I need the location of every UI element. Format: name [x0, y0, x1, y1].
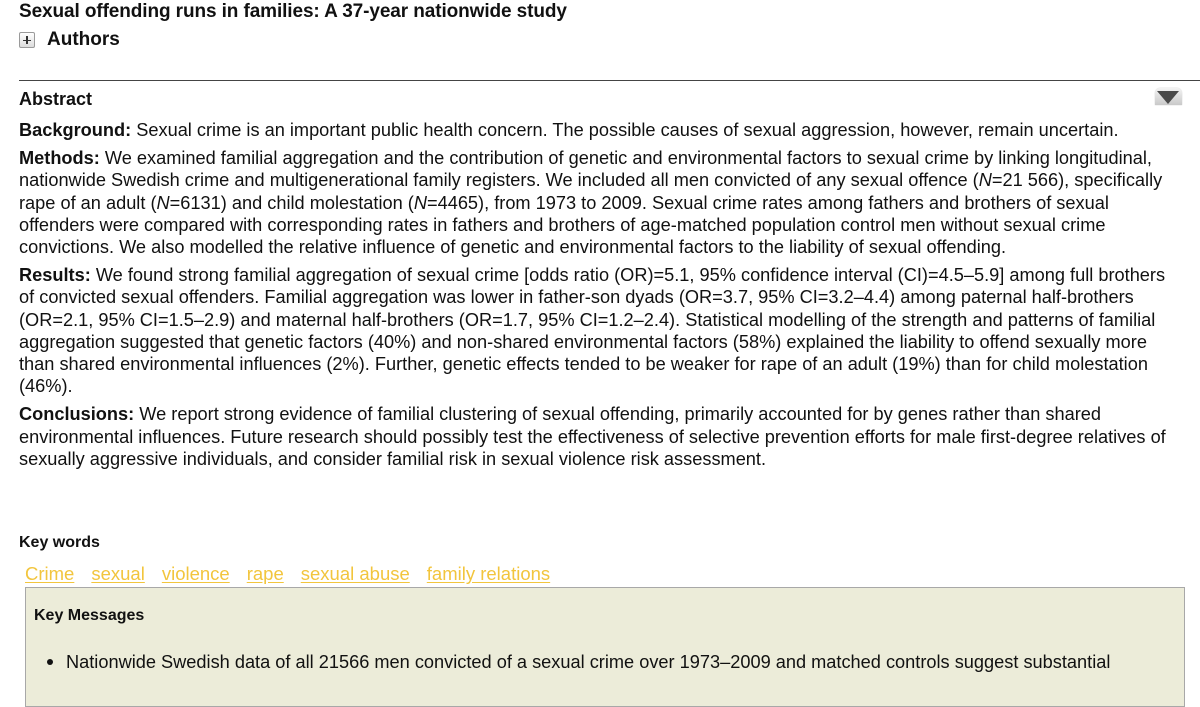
collapse-arrow-icon[interactable]	[1155, 88, 1182, 105]
authors-toggle[interactable]	[19, 28, 120, 52]
keyword-link[interactable]: family relations	[426, 563, 551, 584]
keyword-link[interactable]: Crime	[25, 563, 75, 584]
keyword-link[interactable]: sexual abuse	[300, 563, 410, 584]
abstract-section	[19, 264, 1169, 397]
abstract-heading: Abstract	[19, 89, 93, 109]
keyword-link[interactable]: sexual	[91, 563, 145, 584]
abstract-section	[19, 147, 1169, 258]
abstract-section-label: Conclusions:	[19, 404, 135, 425]
abstract-text: =21 566), specifically rape of an adult (	[19, 170, 1163, 213]
key-messages-box	[25, 587, 1185, 707]
abstract-section-label: Background:	[19, 120, 132, 140]
article-title: Sexual offending runs in families: A 37-year nationwide study	[19, 1, 567, 22]
abstract-body	[19, 119, 1169, 476]
abstract-section	[19, 403, 1169, 470]
keyword-link[interactable]: violence	[161, 563, 230, 584]
key-message-item	[34, 652, 1110, 673]
keywords-list	[25, 563, 550, 585]
abstract-text: N	[978, 170, 992, 191]
abstract-text: N	[156, 192, 170, 213]
abstract-text: We report strong evidence of familial clustering of sexual offending, primarily accounted for by genes rather than shared environmental influences. Future research should possibly test the effectiveness of selective prevention efforts for male first-degree relatives of sexually aggressive individuals, and consider familial risk in sexual violence risk assessment.	[19, 404, 1166, 469]
section-divider	[19, 80, 1200, 81]
abstract-text: =6131) and child molestation (	[169, 192, 414, 213]
key-messages-title: Key Messages	[34, 607, 145, 624]
abstract-text: Sexual crime is an important public health concern. The possible causes of sexual aggression, however, remain uncertain.	[136, 120, 1119, 140]
abstract-section	[19, 119, 1169, 141]
key-message-text: Nationwide Swedish data of all 21566 men convicted of a sexual crime over 1973–2009 and matched controls suggest substantial	[66, 652, 1111, 672]
abstract-text: We examined familial aggregation and the contribution of genetic and environmental factors to sexual crime by linking longitudinal, nationwide Swedish crime and multigenerational family registers. We included all men convicted of any sexual offence (	[19, 148, 1152, 191]
key-messages-list	[34, 652, 1110, 673]
keyword-link[interactable]: rape	[246, 563, 284, 584]
plus-icon[interactable]	[19, 32, 35, 48]
abstract-text: N	[413, 192, 427, 213]
bullet-icon	[47, 659, 53, 665]
abstract-text: =4465), from 1973 to 2009. Sexual crime rates among fathers and brothers of sexual offenders were compared with corresponding rates in fathers and brothers of age-matched population control men without sexual crime convictions. We also modelled the relative influence of genetic and environmental factors to the liability of sexual offending.	[19, 192, 1109, 258]
abstract-text: We found strong familial aggregation of sexual crime [odds ratio (OR)=5.1, 95% confidence interval (CI)=4.5–5.9] among full brothers of convicted sexual offenders. Familial aggregation was lower in father-son dyads (OR=3.7, 95% CI=3.2–4.4) among paternal half-brothers (OR=2.1, 95% CI=1.5–2.9) and maternal half-brothers (OR=1.7, 95% CI=1.2–2.4). Statistical modelling of the strength and patterns of familial aggregation suggested that genetic factors (40%) and non-shared environmental factors (58%) explained the liability to offend sexually more than shared environmental influences (2%). Further, genetic effects tended to be weaker for rape of an adult (19%) than for child molestation (46%).	[19, 265, 1166, 397]
abstract-section-label: Methods:	[19, 148, 100, 169]
authors-label[interactable]: Authors	[47, 29, 120, 50]
keywords-heading: Key words	[19, 534, 100, 551]
abstract-section-label: Results:	[19, 265, 91, 286]
